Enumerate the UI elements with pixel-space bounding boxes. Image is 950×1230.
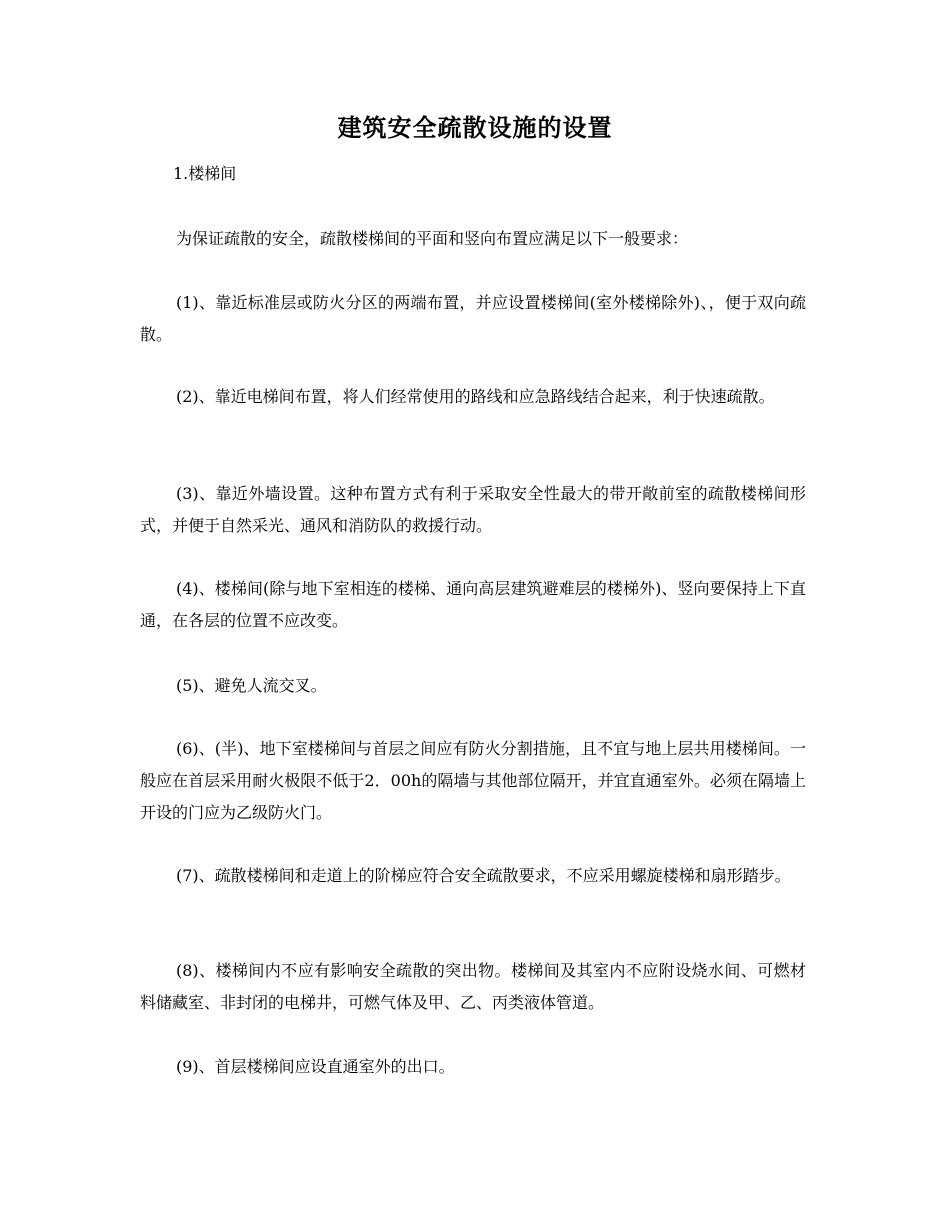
section-heading: 1.楼梯间 [173,164,237,183]
intro-paragraph: 为保证疏散的安全，疏散楼梯间的平面和竖向布置应满足以下一般要求： [176,229,689,248]
item-paragraph-2: (2)、靠近电梯间布置，将人们经常使用的路线和应急路线结合起来，利于快速疏散。 [176,387,775,406]
item-paragraph-4: (4)、楼梯间(除与地下室相连的楼梯、通向高层建筑避难层的楼梯外)、竖向要保持上下直通，在各层的位置不应改变。 [140,579,806,630]
item-paragraph-7: (7)、疏散楼梯间和走道上的阶梯应符合安全疏散要求，不应采用螺旋楼梯和扇形踏步。 [176,866,791,885]
document-title: 建筑安全疏散设施的设置 [337,113,613,142]
item-paragraph-3: (3)、靠近外墙设置。这种布置方式有利于采取安全性最大的带开敞前室的疏散楼梯间形式，并便于自然采光、通风和消防队的救援行动。 [140,484,806,535]
item-paragraph-5: (5)、避免人流交叉。 [176,676,327,695]
item-paragraph-1: (1)、靠近标准层或防火分区的两端布置，并应设置楼梯间(室外楼梯除外)、，便于双向疏散。 [140,293,806,344]
item-paragraph-9: (9)、首层楼梯间应设直通室外的出口。 [176,1057,455,1076]
item-paragraph-8: (8)、楼梯间内不应有影响安全疏散的突出物。楼梯间及其室内不应附设烧水间、可燃材料储藏室、非封闭的电梯井，可燃气体及甲、乙、丙类液体管道。 [140,961,806,1012]
item-paragraph-6: (6)、(半)、地下室楼梯间与首层之间应有防火分割措施，且不宜与地上层共用楼梯间。一般应在首层采用耐火极限不低于2．00h的隔墙与其他部位隔开，并宜直通室外。必须在隔墙上开设的门应为乙级防火门。 [140,739,806,822]
